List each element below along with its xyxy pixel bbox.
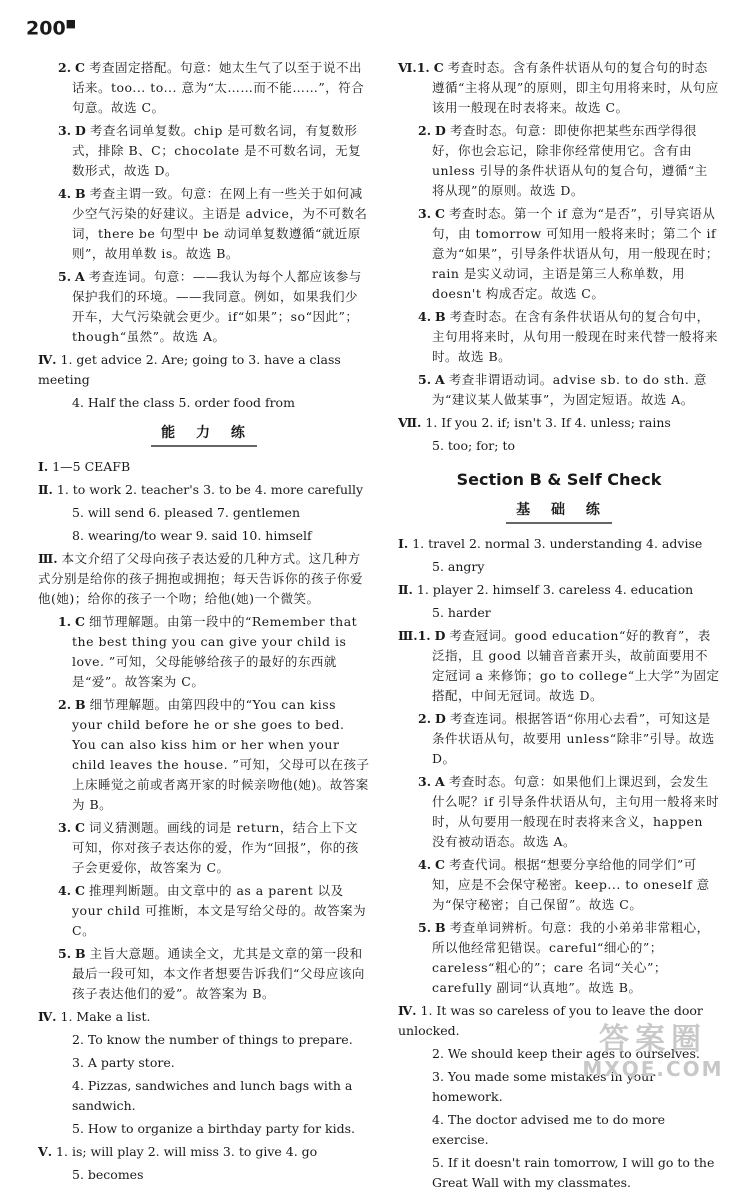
explanation-text: 考查主谓一致。句意：在网上有一些关于如何减少空气污染的好建议。主语是 advice，为不可数名词，there be 句型中 be 动词单复数遵循“就近原则”，故用单数 is。故选 B。 [72,186,368,261]
section-5 [38,1142,370,1185]
item-number: 4. [58,883,72,898]
answer-line: 1. get advice 2. Are; going to 3. have a class meeting [38,352,341,387]
answer-key: D [435,123,446,138]
left-column [38,58,370,1188]
item-number: 3. [418,774,432,789]
item-number: 1. [416,60,430,75]
answer-line: 3. A party store. [72,1055,175,1070]
answer-key: A [435,774,445,789]
item-number: 1. [58,614,72,629]
item-number: 3. [58,820,72,835]
answer-key: B [75,697,86,712]
section-label: Ⅴ. [38,1144,53,1159]
section-intro: 本文介绍了父母向孩子表达爱的几种方式。这几种方式分别是给你的孩子拥抱或拥抱；每天告诉你的孩子你爱他(她)；给你的孩子一个吻；给他(她)一个微笑。 [38,551,364,606]
explanation-text: 考查固定搭配。句意：她太生气了以至于说不出话来。too... to... 意为“太……而不能……”，符合句意。故选 C。 [72,60,365,115]
section-label: Ⅶ. [398,415,422,430]
item-number: 2. [58,697,72,712]
answer-line: 1. Make a list. [60,1009,151,1024]
answer-key: B [75,946,86,961]
answer-item [398,855,720,915]
section-4 [38,350,370,413]
item-number: 3. [58,123,72,138]
answer-key: D [434,628,446,643]
answer-item [38,184,370,264]
answer-item [38,818,370,878]
answer-line: 4. Half the class 5. order food from [72,395,295,410]
answer-item [398,204,720,304]
answer-item [38,58,370,118]
answer-item [38,695,370,815]
section-label: Ⅳ. [38,1009,57,1024]
section-label: Ⅰ. [398,536,409,551]
answer-key: A [75,269,85,284]
answer-line: 3. You made some mistakes in your homework. [432,1069,656,1104]
answer-line: 1. to work 2. teacher's 3. to be 4. more carefully [56,482,364,497]
explanation-text: 考查时态。含有条件状语从句的复合句的时态遵循“主将从现”的原则，即主句用将来时，从句应该用一般现在时表将来。故选 C。 [432,60,719,115]
section-label: Ⅵ. [398,60,417,75]
item-number: 5. [418,372,432,387]
answer-line: 1. player 2. himself 3. careless 4. education [416,582,694,597]
section-label: Ⅰ. [38,459,49,474]
section-2 [38,480,370,546]
section-title-nengli: 能 力 练 [38,423,370,447]
answer-key: B [75,186,86,201]
item-number: 3. [418,206,432,221]
section-title-jichu: 基 础 练 [398,500,720,524]
answer-key: C [75,883,85,898]
section-label: Ⅲ. [398,628,418,643]
section-label: Ⅱ. [398,582,413,597]
item-number: 5. [58,269,72,284]
explanation-text: 考查单词辨析。句意：我的小弟弟非常粗心，所以他经常犯错误。careful“细心的”；careless“粗心的”；care 名词“关心”；carefully 副词“认真地”。故选 B。 [432,920,710,995]
item-number: 4. [418,309,432,324]
answer-list [38,612,370,1004]
section-r1 [398,534,720,577]
answer-line: 5. If it doesn't rain tomorrow, I will go to the Great Wall with my classmates. [432,1155,715,1190]
answer-line: 5. angry [432,559,485,574]
answer-item [398,121,720,201]
item-number: 2. [418,123,432,138]
explanation-text: 词义猜测题。画线的词是 return，结合上下文可知，你对孩子表达你的爱，作为“回报”，你的孩子会更爱你，故答案为 C。 [72,820,359,875]
answer-item [38,121,370,181]
answer-line: 5. will send 6. pleased 7. gentlemen [72,505,301,520]
item-number: 4. [58,186,72,201]
answer-line: 4. Pizzas, sandwiches and lunch bags with a sandwich. [72,1078,353,1113]
answer-line: 5. too; for; to [432,438,516,453]
explanation-text: 考查时态。句意：即使你把某些东西学得很好，你也会忘记，除非你经常使用它。含有由 unless 引导的条件状语从句的复合句，遵循“主将从现”的原则。故选 D。 [432,123,708,198]
answer-item [398,626,720,706]
answer-line: 2. We should keep their ages to ourselves. [432,1046,700,1061]
section-6 [398,58,720,410]
answer-item [38,881,370,941]
section-label: Ⅱ. [38,482,53,497]
explanation-text: 考查时态。第一个 if 意为“是否”，引导宾语从句，由 tomorrow 可知用一般将来时；第二个 if 意为“如果”，引导条件状语从句，用一般现在时；rain 是实义动词，主语是第三人称单数，用 doesn't 构成否定。故选 C。 [432,206,719,301]
answer-key: B [435,920,446,935]
explanation-text: 考查时态。句意：如果他们上课迟到，会发生什么呢？if 引导条件状语从句，主句用一般将来时时，从句要用一般现在时表将来含义，happen 没有被动语态。故选 A。 [432,774,720,849]
item-number: 1. [417,628,431,643]
answer-key: C [75,614,85,629]
answer-item [398,709,720,769]
answer-line: 4. The doctor advised me to do more exercise. [432,1112,665,1147]
answer-key: C [75,820,85,835]
answer-list [398,58,720,410]
explanation-text: 考查名词单复数。chip 是可数名词，有复数形式，排除 B、C；chocolate 是不可数名词，无复数形式，故选 D。 [72,123,362,178]
answer-line: 1. travel 2. normal 3. understanding 4. advise [412,536,703,551]
answer-key: B [435,309,446,324]
page-number: 200■ [26,17,77,40]
answer-line: 8. wearing/to wear 9. said 10. himself [72,528,312,543]
explanation-text: 细节理解题。由第一段中的“Remember that the best thing you can give your child is love. ”可知，父母能够给孩子的最好的东西就是“爱”。故答案为 C。 [72,614,358,689]
answer-line: 1—5 CEAFB [52,459,131,474]
answer-item [38,944,370,1004]
answer-item [398,772,720,852]
answer-item [398,370,720,410]
explanation-text: 考查代词。根据“想要分享给他的同学们”可知，应是不会保守秘密。keep... to oneself 意为“保守秘密；自己保留”。故选 C。 [432,857,710,912]
item-number: 5. [418,920,432,935]
explanation-text: 考查时态。在含有条件状语从句的复合句中，主句用将来时，从句用一般现在时来代替一般将来时。故选 B。 [432,309,719,364]
item-number: 4. [418,857,432,872]
answer-key: C [433,60,444,75]
answer-item [398,918,720,998]
answer-item [38,267,370,347]
section-r3 [398,626,720,998]
explanation-text: 推理判断题。由文章中的 as a parent 以及 your child 可推断，本文是写给父母的。故答案为 C。 [72,883,367,938]
answer-line: 2. To know the number of things to prepare. [72,1032,353,1047]
answer-key: D [75,123,86,138]
answer-line: 1. is; will play 2. will miss 3. to give 4. go [56,1144,318,1159]
explanation-text: 细节理解题。由第四段中的“You can kiss your child before he or she goes to bed. You can also kiss him or her when your child leaves the house. ”可知，父母可以在孩子上床睡觉之前或者离开家的时候亲吻他(她)。故答案为 B。 [72,697,370,812]
answer-key: C [435,857,445,872]
section-3 [38,549,370,1004]
explanation-text: 考查冠词。good education“好的教育”，表泛指，且 good 以辅音音素开头，故前面要用不定冠词 a 来修饰；go to college“上大学”为固定搭配，中间无冠词。故选 D。 [432,628,720,703]
section-label: Ⅲ. [38,551,58,566]
section-heading: Section B & Self Check [456,470,662,489]
section-r2 [398,580,720,623]
answer-line: 5. harder [432,605,491,620]
item-number: 2. [58,60,72,75]
item-number: 2. [418,711,432,726]
answer-item [398,307,720,367]
answer-key: D [435,711,446,726]
answer-item [38,612,370,692]
answer-line: 1. If you 2. if; isn't 3. If 4. unless; rains [425,415,671,430]
watermark-logo: 答案圈 MXQE.COM [582,1022,724,1081]
explanation-text: 考查连词。句意：——我认为每个人都应该参与保护我们的环境。——我同意。例如，如果我们少开车，大气污染就会更少。if“如果”；so“因此”；though“虽然”。故选 A。 [72,269,362,344]
answer-key: C [75,60,85,75]
explanation-text: 主旨大意题。通读全文，尤其是文章的第一段和最后一段可知，本文作者想要告诉我们“父母应该向孩子表达他们的爱”。故答案为 B。 [72,946,365,1001]
answer-key: A [435,372,445,387]
answer-list [398,626,720,998]
answer-line: 5. becomes [72,1167,144,1182]
explanation-text: 考查非谓语动词。advise sb. to do sth. 意为“建议某人做某事”，为固定短语。故选 A。 [432,372,707,407]
answer-line: 1. It was so careless of you to leave the door unlocked. [398,1003,703,1038]
answer-list-top [38,58,370,347]
section-7 [398,413,720,456]
section-label: Ⅳ. [398,1003,417,1018]
explanation-text: 考查连词。根据答语“你用心去看”，可知这是条件状语从句，故要用 unless“除非”引导。故选 D。 [432,711,715,766]
section-4b [38,1007,370,1139]
item-number: 5. [58,946,72,961]
answer-line: 5. How to organize a birthday party for kids. [72,1121,355,1136]
answer-item [398,58,720,118]
answer-key: C [435,206,445,221]
section-label: Ⅳ. [38,352,57,367]
